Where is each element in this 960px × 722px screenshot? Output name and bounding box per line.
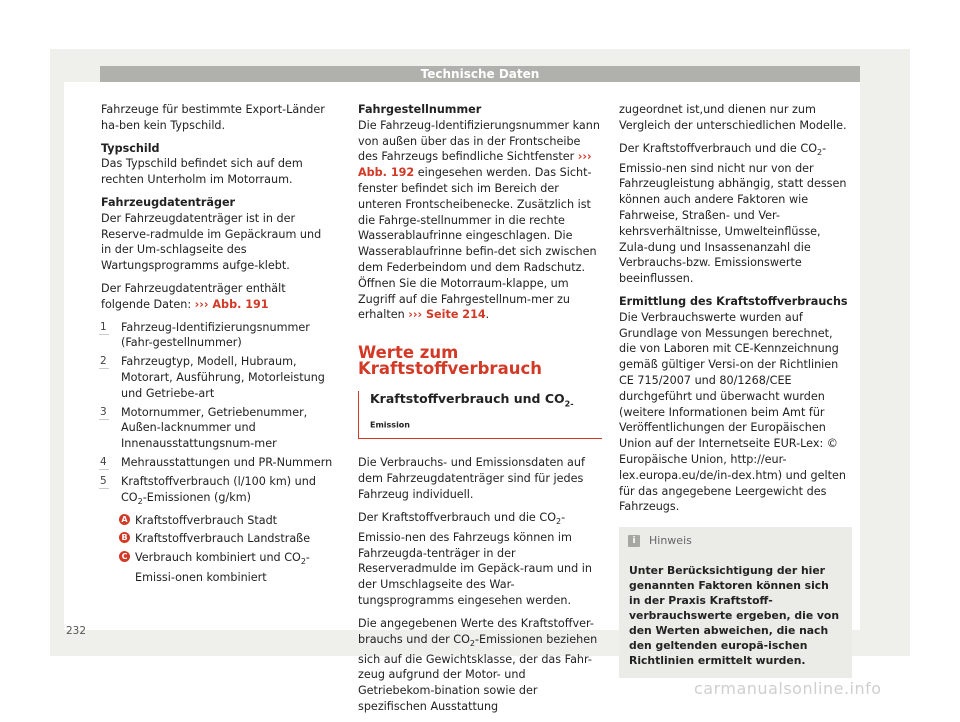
text-part: -Emissio-nen sind nicht nur von der Fahrzeugleistung abhängig, statt dessen können auch andere Faktoren wie Fahrweise, Straßen- und Ver-kehrsverhältnisse, Umwelteinflüsse, Zula-dung und Insassenanzahl die Verbrauchs-bzw. Emissionswerte beeinflussen.	[619, 141, 847, 286]
letter-badge: C	[119, 551, 130, 562]
text-part: Der Kraftstoffverbrauch und die CO	[619, 141, 817, 155]
fahrgestellnummer-text	[358, 118, 602, 323]
item-text: Mehrausstattungen und PR-Nummern	[121, 455, 333, 469]
data-list	[101, 320, 333, 586]
sub-item-text: Kraftstoffverbrauch Stadt	[135, 513, 278, 527]
list-item	[101, 474, 333, 586]
text-part: -Emissionen beziehen sich auf die Gewichtsklasse, der das Fahr-zeug aufgrund der Motor- und Getriebekom-bination sowie der spezifischen Ausstattung	[358, 632, 598, 713]
subscript: 2	[137, 496, 143, 506]
text-part: eingesehen werden. Das Sicht-fenster befindet sich im Bereich der unteren Frontscheibenecke. Zusätzlich ist die Fahrge-stellnummer in die rechte Wasserablaufrinne eingeschlagen. Die Wasserablaufrinne befin-det sich zwischen dem Federbeindom und dem Radschutz. Öffnen Sie die Motorraum-klappe, um Zugriff auf die Fahrgestellnum-mer zu erhalten	[358, 166, 597, 322]
item-number: 1	[100, 320, 107, 336]
info-icon: i	[628, 535, 640, 547]
list-item	[101, 455, 333, 471]
list-item	[101, 405, 333, 452]
item-text-part: Kraftstoffverbrauch (l/100 km) und CO	[121, 474, 316, 504]
item-number: 3	[100, 405, 107, 421]
sub-heading	[358, 391, 602, 440]
sub-item-text-part: -Emissi-onen kombiniert	[135, 551, 310, 585]
figure-ref-191-link[interactable]: ››› Abb. 191	[194, 297, 269, 311]
item-number: 5	[100, 474, 107, 490]
subscript: 2	[469, 638, 475, 648]
subscript: 2	[817, 147, 823, 157]
sub-list-item	[121, 550, 333, 586]
subscript: 2	[556, 516, 562, 526]
section-heading: Werte zum Kraftstoffverbrauch	[358, 343, 542, 378]
note-header	[619, 527, 852, 555]
watermark: carmanualsonline.info	[694, 679, 882, 698]
text-part: Die Fahrzeug-Identifizierungsnummer kann von außen über das in der Frontscheibe des Fahrzeugs befindliche Sichtfenster	[358, 118, 600, 164]
item-text: Fahrzeug-Identifizierungsnummer (Fahr-gestellnummer)	[121, 320, 310, 350]
page-header: Technische Daten	[100, 66, 860, 83]
subscript: 2-Emission	[370, 399, 574, 430]
sub-list-item	[121, 531, 333, 547]
page-number: 232	[66, 625, 87, 637]
list-item	[101, 354, 333, 401]
text-part: -Emissio-nen des Fahrzeugs können im Fahrzeugda-tenträger in der Reserveradmulde im Gepäck-raum und in der Umschlagseite des War-tungsprogramms eingesehen werden.	[358, 510, 592, 607]
item-text: Fahrzeugtyp, Modell, Hubraum, Motorart, Ausführung, Motorleistung und Getriebe-art	[121, 355, 325, 400]
fahrgestellnummer-heading: Fahrgestellnummer	[358, 103, 482, 116]
paragraph: zugeordnet ist,und dienen nur zum Vergleich der unterschiedlichen Modelle.	[619, 103, 847, 132]
paragraph: Die Verbrauchs- und Emissionsdaten auf dem Fahrzeugdatenträger sind für jedes Fahrzeug individuell.	[358, 456, 585, 501]
note-text: Unter Berücksichtigung der hier genannten Faktoren können sich in der Praxis Kraftstoff-verbrauchswerte ergeben, die von den Werten abweichen, die nach den geltenden europä-ischen Richtlinien ermittelt wurden.	[629, 563, 840, 667]
typschild-heading: Typschild	[101, 141, 160, 155]
note-title: Hinweis	[649, 534, 692, 548]
item-text	[121, 475, 316, 504]
item-number: 2	[100, 354, 107, 370]
list-item	[101, 320, 333, 352]
text-part: Der Kraftstoffverbrauch und die CO	[358, 510, 556, 524]
ermittlung-text: Die Verbrauchswerte wurden auf Grundlage von Messungen berechnet, die von Laboren mit CE-Kennzeichnung gemäß gültiger Versi-on der Richtlinien CE 715/2007 und 80/1268/CEE durchgeführt und überwacht wurden (weitere Informationen beim Amt für Veröffentlichungen der Europäischen Union auf der Internetseite EUR-Lex: © Europäische Union, http://eur-lex.europa.eu/de/in-dex.htm) und gelten für das angegebene Leergewicht des Fahrzeugs.	[619, 310, 846, 514]
sub-list	[121, 513, 333, 586]
page-ref-214-link[interactable]: ››› Seite 214	[408, 308, 486, 322]
item-text: Motornummer, Getriebenummer, Außen-lacknummer und Innenausstattungsnum-mer	[121, 405, 308, 451]
letter-badge: B	[119, 532, 130, 543]
subscript: 2	[300, 557, 306, 567]
column-right	[619, 102, 852, 678]
sub-item-text-part: Verbrauch kombiniert und CO	[135, 551, 301, 565]
paragraph	[619, 141, 852, 287]
datentraeger-heading: Fahrzeugdatenträger	[101, 195, 236, 209]
figure-ref-192-link[interactable]: ››› Abb. 192	[358, 150, 592, 180]
contains-label: Der Fahrzeugdatenträger enthält folgende Daten:	[101, 281, 286, 311]
intro-text: Fahrzeuge für bestimmte Export-Länder ha-ben kein Typschild.	[101, 103, 325, 132]
sub-item-text: Kraftstoffverbrauch Landstraße	[135, 532, 311, 546]
item-text-part: -Emissionen (g/km)	[142, 490, 252, 504]
text-part: Die angegebenen Werte des Kraftstoffver-brauchs und der CO	[358, 616, 594, 646]
letter-badge: A	[119, 514, 130, 525]
paragraph	[358, 616, 602, 715]
column-middle	[358, 102, 602, 722]
sub-item-text	[135, 551, 310, 584]
datentraeger-text: Der Fahrzeugdatenträger ist in der Reserve-radmulde im Gepäckraum und in der Um-schlagseite des Wartungsprogramms aufge-klebt.	[101, 211, 322, 273]
typschild-text: Das Typschild befindet sich auf dem rechten Unterholm im Motorraum.	[101, 157, 303, 187]
paragraph	[358, 510, 602, 609]
ermittlung-heading: Ermittlung des Kraftstoffverbrauchs	[619, 295, 848, 308]
note-box	[619, 527, 852, 678]
sub-heading-text: Kraftstoffverbrauch und CO	[370, 390, 565, 406]
text-part: .	[485, 308, 490, 322]
item-number: 4	[100, 455, 107, 471]
sub-list-item	[121, 513, 333, 529]
contains-text	[101, 281, 333, 313]
column-left	[101, 102, 333, 589]
